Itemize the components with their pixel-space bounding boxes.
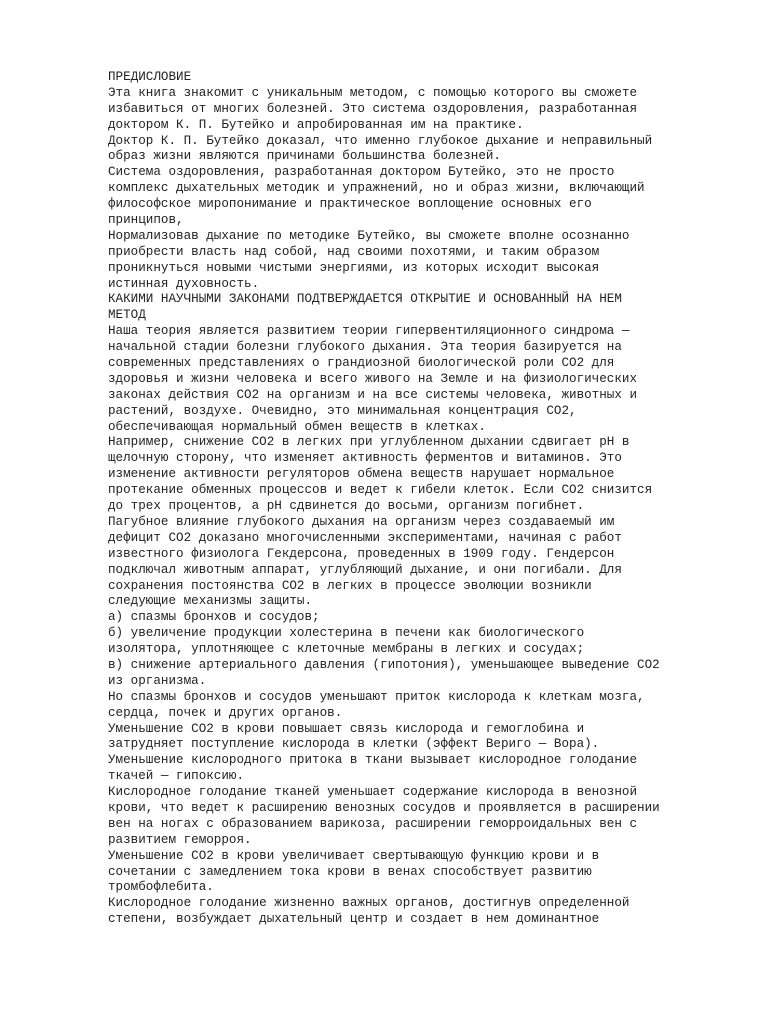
text-line: Уменьшение СО2 в крови увеличивает свертывающую функцию крови и в — [108, 848, 600, 863]
text-line: вен на ногах с образованием варикоза, расширении геморроидальных вен с — [108, 816, 638, 831]
text-line: Уменьшение кислородного притока в ткани вызывает кислородное голодание — [108, 753, 638, 768]
text-line: сердца, почек и других органов. — [108, 705, 343, 720]
text-line: ткачей — гипоксию. — [108, 769, 245, 784]
text-line: Пагубное влияние глубокого дыхания на организм через создаваемый им — [108, 514, 615, 529]
document-heading: ПРЕДИСЛОВИЕ — [108, 70, 192, 84]
text-line: дефицит СО2 доказано многочисленными экспериментами, начиная с работ — [108, 530, 622, 545]
text-line: тромбофлебита. — [108, 880, 214, 895]
text-line: сохранения постоянства СО2 в легких в процессе эволюции возникли — [108, 578, 592, 593]
text-line: Но спазмы бронхов и сосудов уменьшают приток кислорода к клеткам мозга, — [108, 689, 645, 704]
text-line: следующие механизмы защиты. — [108, 594, 313, 609]
text-line: истинная духовность. — [108, 276, 260, 291]
text-line: степени, возбуждает дыхательный центр и создает в нем доминантное — [108, 912, 600, 927]
text-line: современных представлениях о грандиозной биологической роли СО2 для — [108, 356, 615, 371]
text-line: Нормализовав дыхание по методике Бутейко, вы сможете вполне осознанно — [108, 228, 630, 243]
text-line: МЕТОД — [108, 308, 146, 323]
text-line: протекание обменных процессов и ведет к гибели клеток. Если СО2 снизится — [108, 483, 653, 498]
text-line: Кислородное голодание жизненно важных органов, достигнув определенной — [108, 896, 630, 911]
text-line: до трех процентов, а рН сдвинется до восьми, организм погибнет. — [108, 499, 585, 514]
text-line: из организма. — [108, 673, 207, 688]
text-line: изменение активности регуляторов обмена веществ нарушает нормальное — [108, 467, 615, 482]
text-line: Эта книга знакомит с уникальным методом, с помощью которого вы сможете — [108, 85, 638, 100]
text-line: развитием геморроя. — [108, 832, 252, 847]
text-line: а) спазмы бронхов и сосудов; — [108, 610, 320, 625]
text-line: комплекс дыхательных методик и упражнений, но и образ жизни, включающий — [108, 181, 645, 196]
text-line: Уменьшение СО2 в крови повышает связь кислорода и гемоглобина и — [108, 721, 585, 736]
text-line: здоровья и жизни человека и всего живого на Земле и на физиологических — [108, 371, 638, 386]
text-line: обеспечивающая нормальный обмен веществ в клетках. — [108, 419, 486, 434]
text-line: начальной стадии болезни глубокого дыхания. Эта теория базируется на — [108, 340, 622, 355]
text-line: Например, снижение СО2 в легких при углубленном дыхании сдвигает рН в — [108, 435, 630, 450]
text-line: известного физиолога Гекдерсона, проведенных в 1909 году. Гендерсон — [108, 546, 615, 561]
text-line: философское миропонимание и практическое воплощение основных его — [108, 197, 592, 212]
text-line: изолятора, уплотняющее с клеточные мембраны в легких и сосудах; — [108, 642, 585, 657]
text-line: сочетании с замедлением тока крови в венах способствует развитию — [108, 864, 592, 879]
text-line: избавиться от многих болезней. Это система оздоровления, разработанная — [108, 101, 638, 116]
text-line: принципов, — [108, 213, 184, 228]
text-line: образ жизни являются причинами большинства болезней. — [108, 149, 501, 164]
text-line: законах действия СО2 на организм и на все системы человека, животных и — [108, 387, 638, 402]
document-page — [108, 70, 748, 928]
text-line: затрудняет поступление кислорода в клетки (эффект Вериго — Вора). — [108, 737, 600, 752]
text-line: подключал животным аппарат, углубляющий дыхание, и они погибали. Для — [108, 562, 622, 577]
text-line: КАКИМИ НАУЧНЫМИ ЗАКОНАМИ ПОДТВЕРЖДАЕТСЯ ОТКРЫТИЕ И ОСНОВАННЫЙ НА НЕМ — [108, 292, 622, 307]
text-line: проникнуться новыми чистыми энергиями, из которых исходит высокая — [108, 260, 600, 275]
text-line: Система оздоровления, разработанная доктором Бутейко, это не просто — [108, 165, 615, 180]
text-line: Наша теория является развитием теории гипервентиляционного синдрома — — [108, 324, 630, 339]
text-line: растений, воздухе. Очевидно, это минимальная концентрация СО2, — [108, 403, 577, 418]
text-line: крови, что ведет к расширению венозных сосудов и проявляется в расширении — [108, 800, 660, 815]
text-line: Доктор К. П. Бутейко доказал, что именно глубокое дыхание и неправильный — [108, 133, 653, 148]
document-text — [108, 70, 748, 928]
text-line: Кислородное голодание тканей уменьшает содержание кислорода в венозной — [108, 785, 638, 800]
text-line: щелочную сторону, что изменяет активность ферментов и витаминов. Это — [108, 451, 622, 466]
text-line: в) снижение артериального давления (гипотония), уменьшающее выведение СО2 — [108, 657, 660, 672]
text-line: б) увеличение продукции холестерина в печени как биологического — [108, 626, 585, 641]
text-line: доктором К. П. Бутейко и апробированная им на практике. — [108, 117, 524, 132]
text-line: приобрести власть над собой, над своими похотями, и таким образом — [108, 244, 600, 259]
